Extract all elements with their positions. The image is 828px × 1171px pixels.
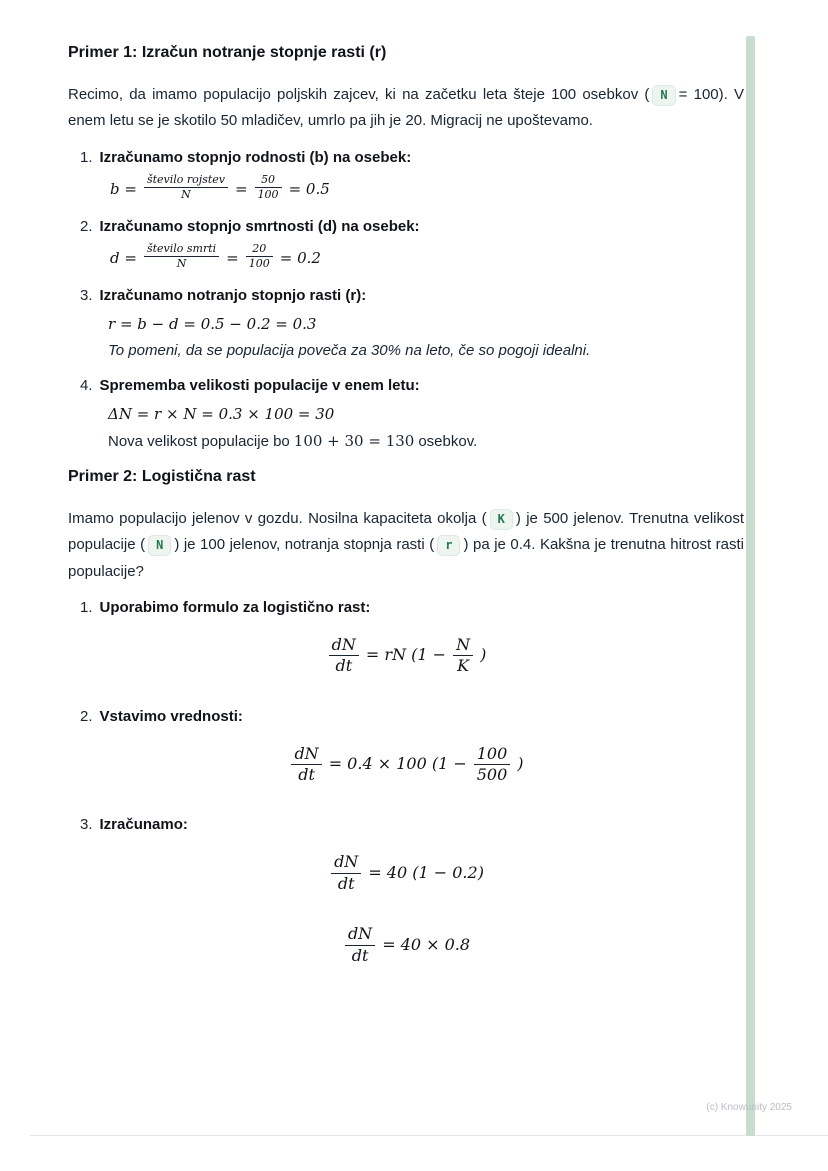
primer1-step-3 — [80, 287, 744, 304]
note-text-1: Nova velikost populacije bo — [108, 433, 290, 451]
step-number: 3. — [80, 816, 93, 834]
formula-rest: = 40 (1 − 0.2) — [368, 862, 484, 882]
fraction-numerator: dN — [291, 745, 321, 765]
formula-lead: b = — [110, 179, 137, 198]
fraction-dn-over-dt — [329, 636, 359, 676]
primer2-intro-text-2: ) je 500 jelenov. Trenutna velikost populacije ( — [68, 510, 744, 554]
primer2-step-2 — [80, 708, 744, 725]
fraction-dn-over-dt — [331, 853, 361, 893]
fraction-numerator: število rojstev — [144, 174, 228, 189]
primer1-title: Primer 1: Izračun notranje stopnje rasti (r) — [68, 44, 387, 61]
primer1-step-4 — [80, 377, 744, 394]
primer2-intro-text-3: ) je 100 jelenov, notranja stopnja rasti ( — [174, 536, 435, 554]
formula-middle: = 0.4 × 100 (1 − — [328, 753, 467, 773]
note-math-segment: 100 + 30 = 130 — [293, 432, 415, 451]
fraction-denominator: 100 — [248, 257, 270, 271]
fraction-numerator: N — [453, 636, 473, 656]
fraction-numerator: dN — [329, 636, 359, 656]
formula-growth-rate: r = b − d = 0.5 − 0.2 = 0.3 — [108, 315, 317, 334]
primer1-step-1 — [80, 149, 744, 166]
formula-calc-step-a — [68, 853, 744, 893]
primer2-intro-text-4: ) pa je 0.4. Kakšna je trenutna hitrost rasti populacije? — [68, 536, 744, 580]
primer2-title: Primer 2: Logistična rast — [68, 468, 256, 486]
primer1-intro-paragraph — [68, 82, 744, 135]
fraction-denominator: 100 — [257, 188, 279, 202]
fraction-numerator: dN — [331, 853, 361, 873]
variable-badge-r: r — [437, 535, 460, 556]
formula-result: = 0.5 — [288, 179, 330, 198]
fraction-numerator: 50 — [255, 174, 282, 189]
formula-rest: = 40 × 0.8 — [382, 934, 471, 954]
variable-badge-k: K — [490, 509, 513, 530]
step-label: Izračunamo: — [99, 816, 188, 834]
fraction-20-over-100 — [246, 243, 273, 271]
fraction-numerator: 20 — [246, 243, 273, 258]
fraction-dn-over-dt — [345, 925, 375, 965]
primer2-intro-paragraph — [68, 506, 744, 585]
primer1-intro-text-2: = 100). V enem letu se je skotilo 50 mladičev, umrlo pa jih je 20. Migracij ne upoštevamo. — [68, 86, 744, 130]
fraction-numerator: število smrti — [144, 243, 219, 258]
primer2-step-1 — [80, 599, 744, 616]
growth-rate-note: To pomeni, da se populacija poveča za 30% na leto, če so pogoji idealni. — [108, 342, 591, 360]
fraction-denominator: N — [181, 188, 191, 202]
step-label: Izračunamo notranjo stopnjo rasti (r): — [99, 287, 367, 305]
step-number: 4. — [80, 377, 93, 395]
primer1-step-2 — [80, 218, 744, 235]
knowunity-watermark: (c) Knowunity 2025 — [706, 1102, 792, 1113]
formula-equals: = — [226, 248, 239, 267]
fraction-denominator: dt — [337, 873, 355, 893]
step-label: Sprememba velikosti populacije v enem letu: — [99, 377, 420, 395]
fraction-50-over-100 — [255, 174, 282, 202]
primer1-intro-text-1: Recimo, da imamo populacijo poljskih zajcev, ki na začetku leta šteje 100 osebkov ( — [68, 86, 650, 103]
fraction-n-over-k — [453, 636, 473, 676]
formula-values-inserted — [68, 745, 744, 785]
step-label: Izračunamo stopnjo rodnosti (b) na osebek: — [99, 148, 412, 166]
formula-birth-rate — [108, 172, 744, 204]
step-number: 3. — [80, 287, 93, 305]
formula-equals: = — [234, 179, 248, 198]
step-number: 1. — [80, 598, 93, 616]
note-text-2: osebkov. — [418, 433, 478, 451]
primer2-step-3 — [80, 816, 744, 833]
formula-calc-step-b — [68, 925, 744, 965]
formula-middle: = rN (1 − — [365, 645, 447, 665]
fraction-denominator: 500 — [476, 764, 508, 784]
fraction-denominator: dt — [335, 656, 353, 676]
step-label: Vstavimo vrednosti: — [99, 707, 243, 725]
fraction-numerator: dN — [345, 925, 375, 945]
step-label: Izračunamo stopnjo smrtnosti (d) na osebek: — [99, 217, 420, 235]
formula-population-change: ΔN = r × N = 0.3 × 100 = 30 — [108, 405, 335, 424]
formula-close-paren: ) — [480, 645, 487, 665]
fraction-denominator: dt — [298, 764, 315, 784]
new-population-note — [108, 429, 744, 454]
formula-logistic-growth — [68, 636, 744, 676]
formula-death-rate — [108, 241, 744, 273]
variable-badge-n: N — [148, 535, 171, 556]
fraction-dn-over-dt — [291, 745, 321, 785]
formula-lead: d = — [110, 248, 137, 267]
fraction-denominator: N — [176, 257, 187, 271]
fraction-denominator: K — [457, 656, 470, 676]
fraction-denominator: dt — [351, 945, 369, 965]
step-number: 2. — [80, 707, 93, 725]
formula-close-paren: ) — [517, 753, 524, 773]
primer2-intro-text-1: Imamo populacijo jelenov v gozdu. Nosilna kapaciteta okolja ( — [68, 510, 487, 528]
page-bottom-divider — [30, 1135, 828, 1136]
variable-badge-n: N — [652, 85, 675, 106]
step-label: Uporabimo formulo za logistično rast: — [99, 598, 371, 616]
decorative-green-bar — [746, 36, 755, 1136]
fraction-births-over-n — [144, 174, 228, 202]
step-number: 2. — [80, 217, 93, 235]
step-number: 1. — [80, 148, 93, 166]
formula-result: = 0.2 — [279, 248, 321, 267]
fraction-100-over-500 — [474, 745, 511, 785]
fraction-numerator: 100 — [474, 745, 511, 765]
fraction-deaths-over-n — [144, 243, 219, 271]
